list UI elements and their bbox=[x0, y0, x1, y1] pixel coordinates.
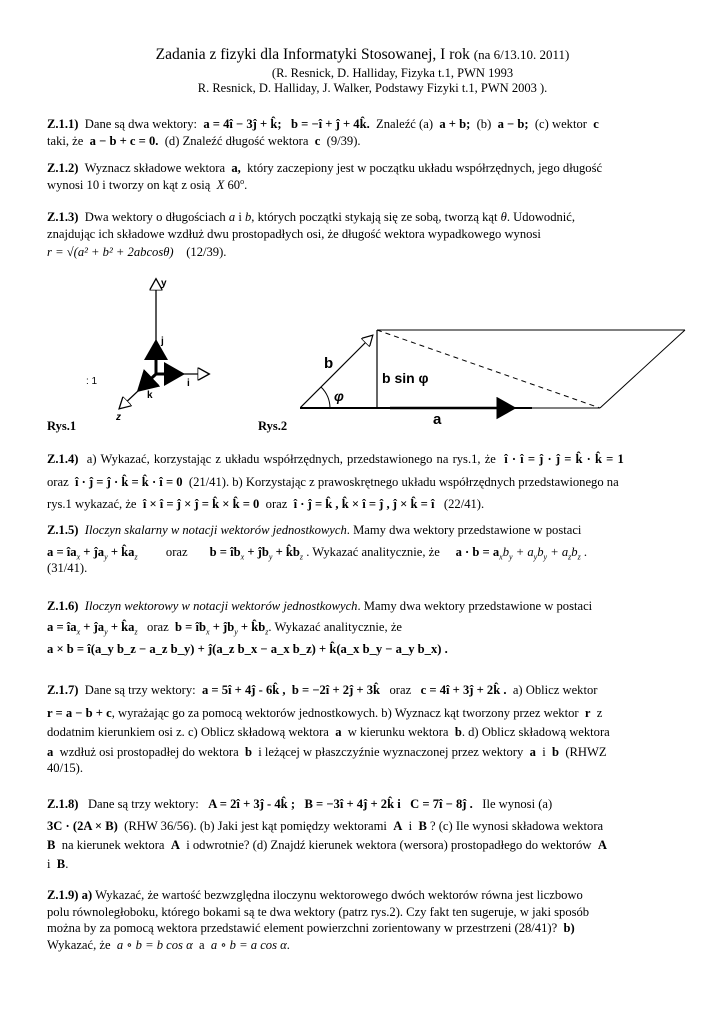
formula: a ∘ b = b cos α bbox=[116, 937, 193, 952]
formula: b bbox=[537, 544, 544, 559]
formula: . bbox=[580, 544, 588, 559]
label-side: : 1 bbox=[86, 376, 98, 387]
vector-c: c bbox=[593, 117, 599, 131]
problem-id: Z.1.1) bbox=[47, 117, 79, 131]
subscript: y bbox=[268, 552, 273, 562]
problem-text: z bbox=[596, 705, 603, 720]
formula: + ĵb bbox=[244, 544, 269, 559]
subscript: z bbox=[568, 552, 572, 562]
problem-id: Z.1.7) bbox=[47, 683, 79, 697]
formula: î · ĵ = ĵ · k̂ = k̂ · î = 0 bbox=[74, 474, 183, 489]
problem-text: Wykazać, że bbox=[47, 937, 111, 952]
subscript: x bbox=[240, 552, 245, 562]
formula: a × b = î(a_y b_z − a_z b_y) + ĵ(a_z b_x − a_x b_z) + k̂(a_x b_y − a_y b_x) . bbox=[47, 642, 448, 656]
formula: a − b; bbox=[497, 117, 529, 131]
problem-1-5 bbox=[47, 522, 683, 577]
formula: + k̂a bbox=[107, 544, 135, 559]
formula: a ∘ b = a cos α bbox=[210, 937, 287, 952]
problem-1-1 bbox=[47, 116, 683, 149]
problem-text: a bbox=[199, 937, 205, 952]
vector-c-def: c = 4î + 3ĵ + 2k̂ . bbox=[420, 683, 507, 697]
vector-B: B bbox=[418, 818, 427, 833]
problem-text: . Mamy dwa wektory przedstawione w postaci bbox=[357, 599, 593, 613]
vector-A: A bbox=[170, 838, 180, 852]
formula: a = îa bbox=[47, 619, 77, 634]
problem-text: Dane są trzy wektory: bbox=[84, 683, 196, 697]
angle-arc bbox=[321, 387, 330, 408]
problem-text: Ile wynosi (a) bbox=[482, 797, 553, 811]
subscript: y bbox=[533, 552, 538, 562]
subscript: y bbox=[104, 627, 108, 637]
formula: b = îb bbox=[175, 619, 206, 634]
formula: î × î = ĵ × ĵ = k̂ × k̂ = 0 bbox=[142, 497, 260, 511]
formula: b = îb bbox=[209, 544, 241, 559]
problem-text: . bbox=[244, 177, 248, 192]
problem-text: można by za pomocą wektora przedstawić element powierzchni zorientowany w przestrzeni (28/41)? bbox=[47, 921, 558, 935]
vector-B: B bbox=[56, 856, 66, 871]
vector-B-def: B = −3î + 4ĵ + 2k̂ i bbox=[304, 797, 401, 811]
formula: + k̂a bbox=[107, 619, 135, 634]
vector-A: A bbox=[393, 818, 403, 833]
problem-text: . Udowodnić, bbox=[506, 210, 576, 224]
vector-a: a bbox=[335, 725, 342, 739]
problem-text: oraz bbox=[389, 683, 412, 697]
label-k: k bbox=[147, 390, 153, 401]
subscript: x bbox=[76, 552, 81, 562]
header-date: (na 6/13.10. 2011) bbox=[473, 47, 570, 62]
problem-text: ? (c) Ile wynosi składowa wektora bbox=[430, 818, 604, 833]
problem-text: i bbox=[238, 210, 242, 224]
label-z: z bbox=[116, 412, 121, 423]
problem-text: Dane są trzy wektory: bbox=[87, 797, 199, 811]
problem-text: na kierunek wektora bbox=[61, 838, 165, 852]
label-phi: φ bbox=[334, 388, 344, 404]
formula: + ĵa bbox=[80, 544, 105, 559]
problem-text: . bbox=[286, 937, 290, 952]
right-side bbox=[600, 330, 685, 408]
problem-text: i bbox=[408, 818, 413, 833]
vector-b: b bbox=[454, 725, 462, 739]
problem-text: polu równoległoboku, którego bokami są te dwa wektory (patrz rys.2). Czy fakt ten sugeruje, w jaki sposób bbox=[47, 904, 590, 919]
problem-ref: (31/41). bbox=[47, 561, 88, 575]
subscript: y bbox=[234, 627, 238, 637]
label-bsin: b sin φ bbox=[382, 370, 429, 386]
problem-text: (d) Znaleźć długość wektora bbox=[164, 133, 309, 148]
problem-text: rys.1 wykazać, że bbox=[47, 497, 137, 511]
problem-ref: (9/39). bbox=[326, 133, 361, 148]
problem-topic: Iloczyn skalarny w notacji wektorów jednostkowych bbox=[84, 523, 347, 537]
problem-1-7 bbox=[47, 682, 683, 777]
header-reference-1: (R. Resnick, D. Halliday, Fizyka t.1, PWN 1993 bbox=[271, 66, 514, 80]
problem-text: . d) Oblicz składową wektora bbox=[461, 725, 610, 739]
problem-text: a) Wykazać, korzystając z układu współrzędnych, przedstawionego na rys.1, że bbox=[86, 452, 496, 466]
problem-1-8 bbox=[47, 796, 683, 872]
subscript: z bbox=[265, 627, 269, 637]
problem-id: Z.1.3) bbox=[47, 210, 79, 224]
vector-b: b bbox=[244, 744, 252, 759]
problem-1-9 bbox=[47, 887, 683, 953]
problem-text: oraz bbox=[147, 619, 169, 634]
diagonal-dashed bbox=[377, 330, 600, 408]
problem-text: oraz bbox=[165, 544, 188, 559]
vector-b: b bbox=[552, 744, 560, 759]
problem-text: (RHW 36/56). (b) Jaki jest kąt pomiędzy wektorami bbox=[124, 818, 387, 833]
figure-2-parallelogram bbox=[300, 326, 690, 430]
vector-a: a bbox=[47, 744, 54, 759]
vector-b-def: b = −î + ĵ + 4k̂. bbox=[291, 117, 370, 131]
symbol-a: a bbox=[228, 210, 236, 224]
subscript: z bbox=[299, 552, 304, 562]
angle-value: 60 bbox=[227, 177, 241, 192]
formula: b bbox=[571, 544, 578, 559]
label-i: i bbox=[187, 378, 190, 389]
subscript: y bbox=[543, 552, 548, 562]
label-y: y bbox=[161, 278, 167, 289]
problem-text: (21/41). b) Korzystając z prawoskrętnego układu współrzędnych przedstawionego na bbox=[188, 474, 619, 489]
problem-text: i odwrotnie? (d) Znajdź kierunek wektora (wersora) prostopadłego do wektorów bbox=[186, 838, 592, 852]
vector-c: c bbox=[314, 133, 321, 148]
problem-1-3 bbox=[47, 209, 683, 261]
subscript: x bbox=[76, 627, 81, 637]
formula: 3C · (2A × B) bbox=[47, 818, 118, 833]
symbol-theta: θ bbox=[500, 210, 507, 224]
header-reference-2: R. Resnick, D. Halliday, J. Walker, Podstawy Fizyki t.1, PWN 2003 ). bbox=[197, 81, 548, 95]
vector-b-def: b = −2î + 2ĵ + 3k̂ bbox=[291, 683, 381, 697]
part-label: a) bbox=[81, 888, 93, 902]
label-j: j bbox=[161, 336, 164, 347]
figure-2-caption: Rys.2 bbox=[258, 419, 288, 433]
problem-text: . Wykazać analitycznie, że bbox=[268, 619, 403, 634]
symbol-r: r bbox=[47, 245, 52, 259]
problem-id: Z.1.9) bbox=[47, 888, 79, 902]
vector-B: B bbox=[47, 838, 56, 852]
problem-ref: (RHWZ bbox=[565, 744, 607, 759]
problem-id: Z.1.5) bbox=[47, 523, 79, 537]
problem-text: Dwa wektory o długościach bbox=[84, 210, 226, 224]
formula: + a bbox=[547, 544, 569, 559]
problem-text: Wyznacz składowe wektora bbox=[84, 161, 226, 175]
problem-topic: Iloczyn wektorowy w notacji wektorów jednostkowych bbox=[84, 599, 358, 613]
subscript: y bbox=[104, 552, 108, 562]
problem-id: Z.1.4) bbox=[47, 452, 79, 466]
vector-r: r bbox=[584, 705, 591, 720]
vector-a: a bbox=[529, 744, 536, 759]
problem-1-6 bbox=[47, 598, 683, 658]
formula: + ĵa bbox=[80, 619, 105, 634]
problem-text: (b) bbox=[476, 117, 492, 131]
problem-text: w kierunku wektora bbox=[347, 725, 449, 739]
symbol-b: b bbox=[245, 210, 252, 224]
problem-ref: (12/39). bbox=[186, 245, 227, 259]
vector-A-def: A = 2î + 3ĵ - 4k̂ ; bbox=[208, 797, 296, 811]
problem-text: . Wykazać analitycznie, że bbox=[306, 544, 440, 559]
formula: r = a − b + c bbox=[47, 705, 112, 720]
problem-text: (c) wektor bbox=[534, 117, 587, 131]
problem-text: . bbox=[65, 856, 69, 871]
problem-id: Z.1.8) bbox=[47, 797, 79, 811]
formula: a · b = a bbox=[455, 544, 500, 559]
problem-text: który zaczepiony jest w początku układu współrzędnych, jego długość bbox=[247, 161, 603, 175]
subscript: y bbox=[509, 552, 513, 562]
problem-text: Znaleźć (a) bbox=[376, 117, 434, 131]
formula: î · ĵ = k̂ , k̂ × î = ĵ , ĵ × k̂ = î bbox=[293, 497, 435, 511]
label-a: a bbox=[433, 411, 442, 428]
figure-1-coordinate-system bbox=[40, 272, 270, 432]
formula: î · î = ĵ · ĵ = k̂ · k̂ = 1 bbox=[504, 452, 624, 466]
subscript: z bbox=[134, 627, 138, 637]
label-b: b bbox=[324, 355, 334, 372]
formula: b bbox=[502, 544, 509, 559]
problem-1-4 bbox=[47, 451, 683, 513]
vector-a-def: a = 4î − 3ĵ + k̂; bbox=[203, 117, 282, 131]
problem-text: znajdując ich składowe wzdłuż dwu prostopadłych osi, że długość wektora wypadkowego wynosi bbox=[47, 226, 541, 241]
problem-ref: 40/15). bbox=[47, 761, 84, 775]
formula: a + b; bbox=[439, 117, 471, 131]
subscript: x bbox=[499, 552, 503, 562]
problem-text: Wykazać, że wartość bezwzględna iloczynu wektorowego dwóch wektorów równa jest liczbowo bbox=[95, 888, 583, 902]
problem-text: dodatnim kierunkiem osi z. c) Oblicz składową wektora bbox=[47, 725, 329, 739]
figure-1-caption: Rys.1 bbox=[47, 419, 77, 433]
vector-A: A bbox=[597, 838, 607, 852]
problem-ref: (22/41). bbox=[443, 497, 485, 511]
problem-text: i leżącej w płaszczyźnie wyznaczonej przez wektory bbox=[258, 744, 524, 759]
problem-id: Z.1.6) bbox=[47, 599, 79, 613]
subscript: z bbox=[134, 552, 138, 562]
problem-text: , których początki stykają się ze sobą, tworzą kąt bbox=[251, 210, 498, 224]
problem-text: i bbox=[542, 744, 546, 759]
formula: a = îa bbox=[47, 544, 77, 559]
problem-text: a) Oblicz wektor bbox=[512, 683, 598, 697]
degree-mark: o bbox=[240, 176, 245, 186]
formula: + a bbox=[512, 544, 534, 559]
problem-text: , wyrażając go za pomocą wektorów jednostkowych. b) Wyznacz kąt tworzony przez wektor bbox=[111, 705, 579, 720]
header-title: Zadania z fizyki dla Informatyki Stosowanej, I rok bbox=[155, 46, 470, 63]
problem-1-2 bbox=[47, 160, 683, 193]
problem-text: wynosi 10 i tworzy on kąt z osią bbox=[47, 177, 211, 192]
problem-id: Z.1.2) bbox=[47, 161, 79, 175]
formula: + k̂b bbox=[237, 619, 266, 634]
header-title-line bbox=[0, 46, 725, 64]
unit-vector-k bbox=[139, 374, 156, 390]
formula: + ĵb bbox=[209, 619, 235, 634]
subscript: x bbox=[205, 627, 210, 637]
problem-text: i bbox=[47, 856, 51, 871]
subscript: z bbox=[577, 552, 581, 562]
part-label: b) bbox=[563, 921, 575, 935]
problem-text: oraz bbox=[265, 497, 288, 511]
problem-text: wzdłuż osi prostopadłej do wektora bbox=[59, 744, 239, 759]
problem-text: . Mamy dwa wektory przedstawione w postaci bbox=[346, 523, 582, 537]
formula: = √(a² + b² + 2abcosθ) bbox=[55, 245, 174, 259]
problem-text: taki, że bbox=[47, 133, 84, 148]
vector-C-def: C = 7î − 8ĵ . bbox=[410, 797, 473, 811]
problem-text: Dane są dwa wektory: bbox=[84, 117, 198, 131]
vector-a-def: a = 5î + 4ĵ - 6k̂ , bbox=[201, 683, 286, 697]
formula: + k̂b bbox=[272, 544, 300, 559]
vector-a: a, bbox=[231, 161, 241, 175]
formula: a − b + c = 0. bbox=[89, 133, 159, 148]
axis-x: X bbox=[216, 177, 225, 192]
problem-text: oraz bbox=[47, 474, 69, 489]
